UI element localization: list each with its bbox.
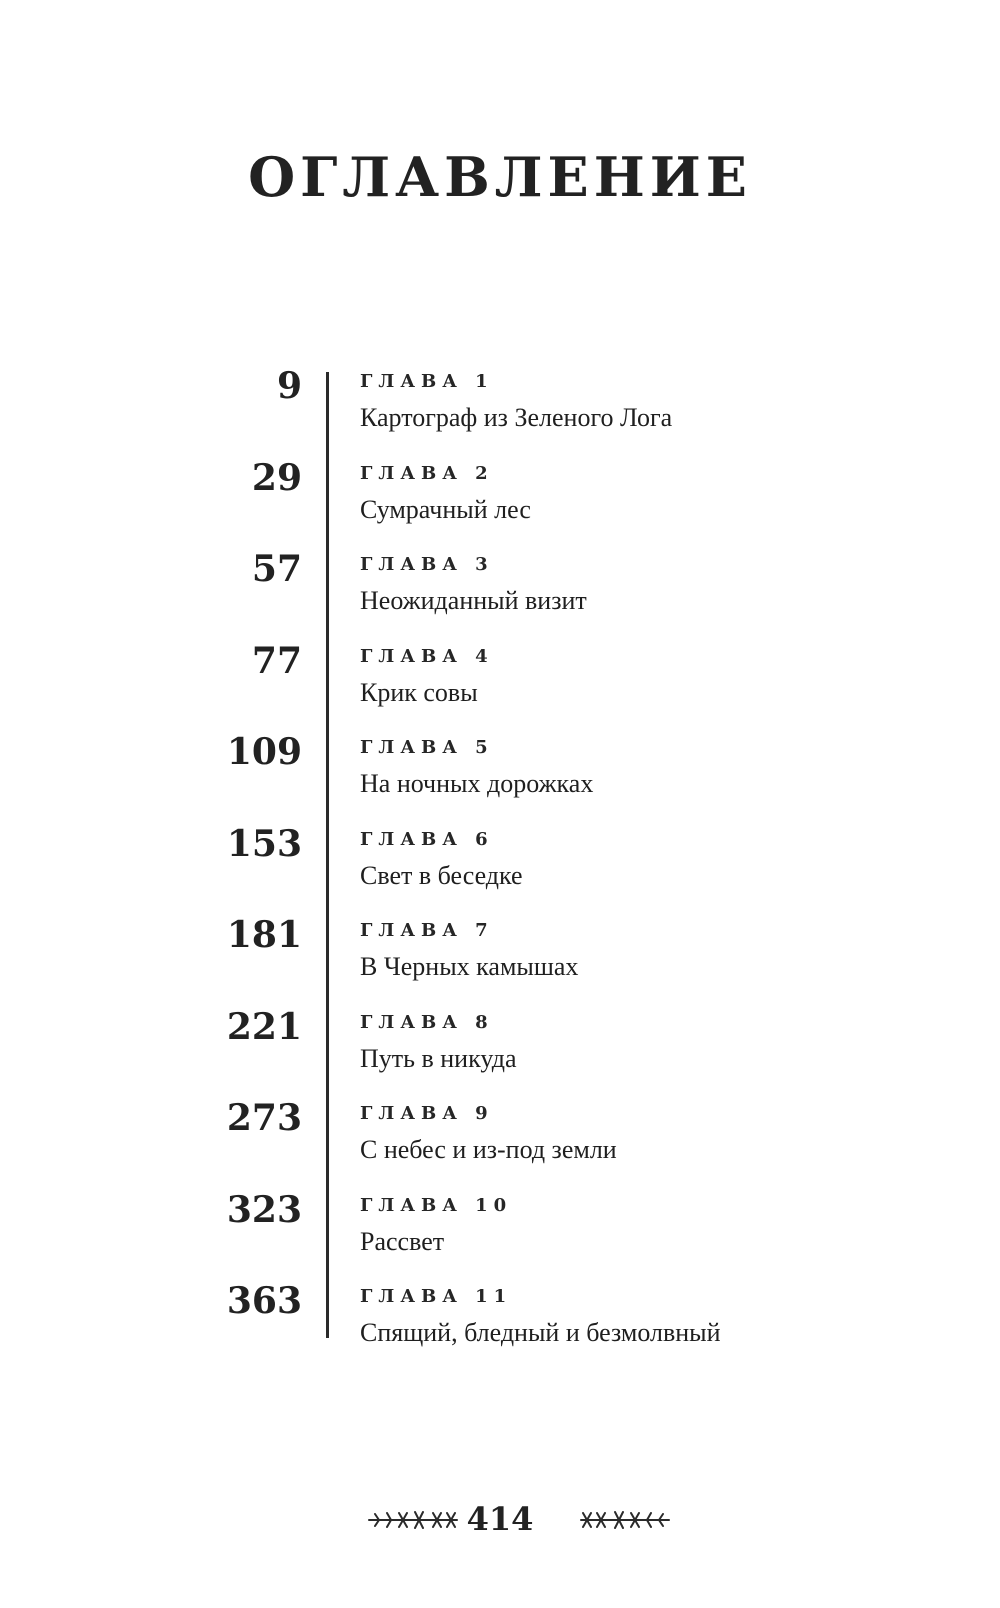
sprig-ornament-icon	[579, 1507, 671, 1533]
toc-entry[interactable]	[0, 730, 1000, 822]
toc-chapter-label: ГЛАВА 8	[360, 1011, 494, 1033]
toc-chapter-label: ГЛАВА 7	[360, 920, 494, 941]
toc-chapter-label: ГЛАВА 1	[360, 371, 494, 392]
toc-chapter-label: ГЛАВА 5	[360, 737, 494, 758]
toc-entry[interactable]	[0, 547, 1000, 639]
toc-chapter-label: ГЛАВА 2	[360, 462, 494, 484]
page-footer	[0, 1495, 1000, 1545]
toc-page-number: 57	[251, 548, 302, 590]
toc-entry[interactable]	[0, 1188, 1000, 1280]
page-number: 414	[466, 1500, 534, 1538]
toc-entry[interactable]	[0, 1096, 1000, 1188]
toc-chapter-title: Свет в беседке	[360, 860, 523, 890]
toc-entry[interactable]	[0, 456, 1000, 548]
toc-chapter-label: ГЛАВА 10	[360, 1194, 513, 1216]
toc-page-number: 9	[276, 365, 302, 407]
toc-chapter-title: Спящий, бледный и безмолвный	[360, 1318, 721, 1347]
toc-page-number: 77	[251, 639, 302, 682]
toc-chapter-label: ГЛАВА 9	[360, 1103, 494, 1124]
toc-chapter-title: Картограф из Зеленого Лога	[360, 403, 673, 432]
toc-chapter-title: На ночных дорожках	[360, 769, 594, 798]
table-of-contents	[0, 364, 1000, 1371]
toc-chapter-title: Крик совы	[360, 677, 478, 707]
toc-page-number: 153	[226, 822, 302, 865]
toc-chapter-title: Рассвет	[360, 1226, 445, 1256]
toc-page-number: 181	[226, 914, 302, 956]
toc-entry[interactable]	[0, 364, 1000, 456]
toc-chapter-title: С небес и из-под земли	[360, 1135, 617, 1164]
toc-entry[interactable]	[0, 822, 1000, 914]
toc-page-number: 323	[226, 1188, 302, 1231]
toc-page-number: 221	[226, 1005, 302, 1048]
toc-entry[interactable]	[0, 1279, 1000, 1371]
toc-chapter-title: Сумрачный лес	[360, 494, 531, 524]
toc-chapter-label: ГЛАВА 6	[360, 828, 494, 850]
toc-chapter-title: В Черных камышах	[360, 952, 579, 981]
toc-page-number: 29	[251, 456, 302, 499]
toc-chapter-label: ГЛАВА 11	[360, 1286, 513, 1307]
page-title: ОГЛАВЛЕНИЕ	[248, 145, 752, 209]
toc-chapter-title: Путь в никуда	[360, 1043, 517, 1073]
toc-chapter-label: ГЛАВА 4	[360, 645, 494, 667]
toc-page-number: 109	[226, 731, 302, 773]
toc-page-number: 273	[226, 1097, 302, 1139]
toc-entry[interactable]	[0, 1005, 1000, 1097]
toc-entry[interactable]	[0, 913, 1000, 1005]
toc-page-number: 363	[226, 1280, 302, 1322]
toc-chapter-title: Неожиданный визит	[360, 586, 587, 615]
toc-entry[interactable]	[0, 639, 1000, 731]
toc-chapter-label: ГЛАВА 3	[360, 554, 494, 575]
